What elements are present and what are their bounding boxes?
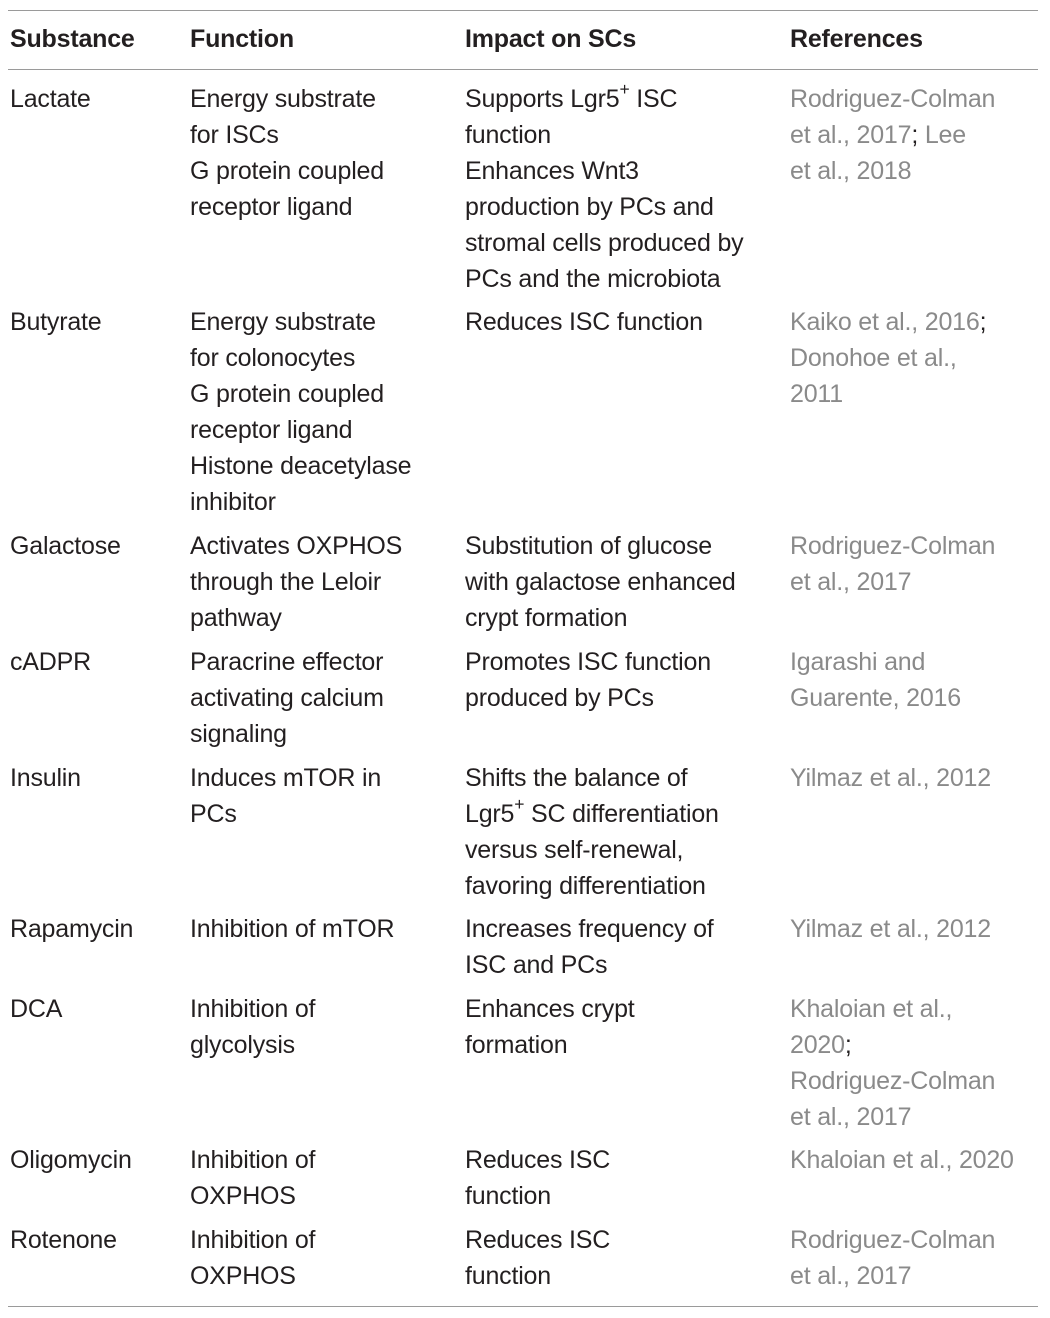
reference-link[interactable]: et al., 2018 [790, 157, 912, 185]
cell-function: Paracrine effector activating calcium signaling [190, 648, 384, 748]
header-impact: Impact on SCs [465, 25, 637, 53]
cell-references: Kaiko et al., 2016; Donohoe et al., 2011 [790, 304, 986, 412]
reference-link[interactable]: Yilmaz et al., 2012 [790, 764, 991, 792]
cell-references [790, 528, 995, 600]
cell-substance: cADPR [10, 648, 91, 676]
cell-function: Inhibition of OXPHOS [190, 1226, 316, 1290]
table-top-rule [8, 10, 1038, 11]
cell-impact: Increases frequency of ISC and PCs [465, 915, 714, 979]
reference-link[interactable]: Rodriguez-Colman [790, 1226, 996, 1254]
table-bottom-rule [8, 1306, 1038, 1307]
reference-link[interactable]: Guarente, 2016 [790, 684, 961, 712]
reference-link[interactable]: 2020 [790, 1031, 845, 1059]
reference-link[interactable]: et al., 2017 [790, 1262, 912, 1290]
reference-link[interactable]: Donohoe et al., [790, 344, 957, 372]
cell-references: Rodriguez-Colman et al., 2017; Lee et al., 2018 [790, 81, 995, 189]
cell-impact: Reduces ISC function [465, 1226, 611, 1290]
reference-link[interactable]: Lee [924, 121, 966, 149]
cell-substance: Rotenone [10, 1226, 117, 1254]
reference-link[interactable]: Kaiko et al., 2016 [790, 308, 980, 336]
reference-link[interactable]: Khaloian et al., [790, 995, 953, 1023]
reference-link[interactable]: et al., 2017 [790, 1103, 912, 1131]
reference-link[interactable]: et al., 2017 [790, 568, 912, 596]
reference-link[interactable]: Yilmaz et al., 2012 [790, 915, 991, 943]
cell-substance: Oligomycin [10, 1146, 132, 1174]
reference-link[interactable]: 2011 [790, 380, 843, 408]
header-substance: Substance [10, 25, 135, 53]
reference-link[interactable]: Rodriguez-Colman [790, 1067, 996, 1095]
header-references: References [790, 25, 923, 53]
cell-references [790, 760, 991, 796]
cell-function: Activates OXPHOS through the Leloir pathway [190, 532, 403, 632]
cell-impact: Reduces ISC function [465, 1146, 611, 1210]
cell-impact: Enhances crypt formation [465, 995, 635, 1059]
cell-function: Induces mTOR in PCs [190, 764, 382, 828]
cell-impact: Shifts the balance of Lgr5+ SC differentiation versus self-renewal, favoring differentiation [465, 764, 719, 900]
header-rule [8, 69, 1038, 70]
reference-link[interactable]: Rodriguez-Colman [790, 532, 996, 560]
cell-references [790, 1142, 1014, 1178]
cell-references [790, 911, 991, 947]
cell-substance: DCA [10, 995, 63, 1023]
reference-link[interactable]: et al., 2017 [790, 121, 912, 149]
reference-link[interactable]: Khaloian et al., 2020 [790, 1146, 1014, 1174]
cell-function: Energy substrate for ISCs G protein coupled receptor ligand [190, 85, 384, 221]
cell-impact: Supports Lgr5+ ISC function Enhances Wnt3 production by PCs and stromal cells produced by PCs and the microbiota [465, 79, 744, 293]
cell-function: Inhibition of mTOR [190, 915, 395, 943]
cell-function: Inhibition of glycolysis [190, 995, 316, 1059]
cell-substance: Galactose [10, 532, 121, 560]
cell-substance: Rapamycin [10, 915, 134, 943]
cell-impact: Promotes ISC function produced by PCs [465, 648, 711, 712]
cell-references [790, 644, 961, 716]
cell-substance: Lactate [10, 85, 91, 113]
cell-references [790, 1222, 995, 1294]
reference-link[interactable]: Rodriguez-Colman [790, 85, 996, 113]
header-function: Function [190, 25, 294, 53]
cell-impact: Reduces ISC function [465, 308, 703, 336]
cell-references: Khaloian et al., 2020; Rodriguez-Colman et al., 2017 [790, 991, 995, 1135]
cell-impact: Substitution of glucose with galactose enhanced crypt formation [465, 532, 736, 632]
cell-function: Inhibition of OXPHOS [190, 1146, 316, 1210]
cell-substance: Butyrate [10, 308, 102, 336]
reference-link[interactable]: Igarashi and [790, 648, 926, 676]
cell-function: Energy substrate for colonocytes G protein coupled receptor ligand Histone deacetylase inhibitor [190, 308, 412, 516]
cell-substance: Insulin [10, 764, 81, 792]
